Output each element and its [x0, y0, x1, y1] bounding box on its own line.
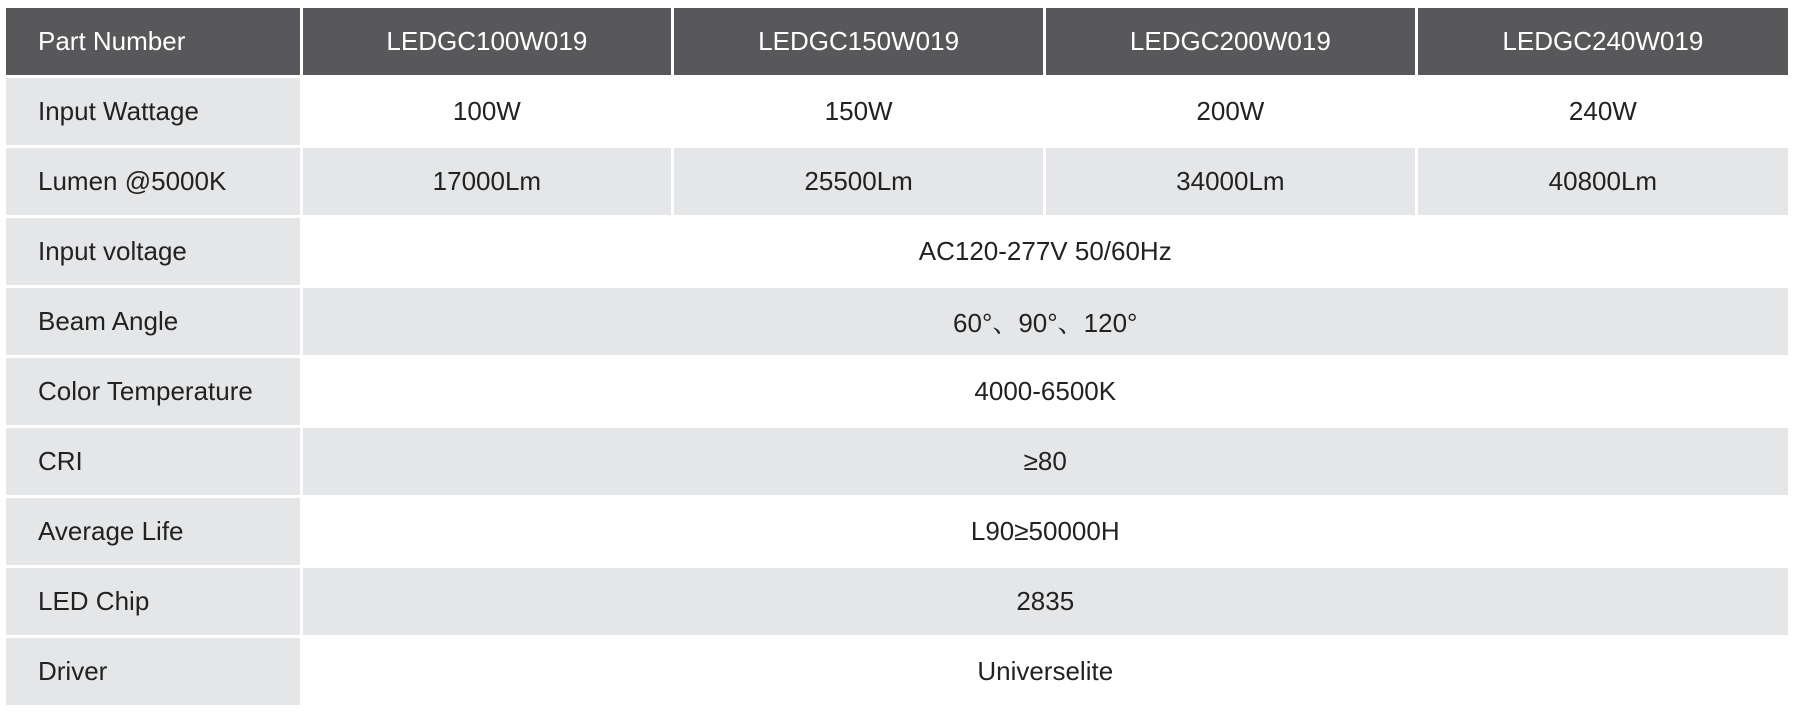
- row-label: CRI: [6, 427, 301, 497]
- row-label: Input voltage: [6, 217, 301, 287]
- row-value: 240W: [1416, 77, 1788, 147]
- row-value: 100W: [301, 77, 673, 147]
- model-header-1: LEDGC100W019: [301, 8, 673, 77]
- row-label: Driver: [6, 637, 301, 707]
- table-row-cri: [6, 427, 1788, 497]
- table-row-driver: [6, 637, 1788, 707]
- row-value: 60°、90°、120°: [301, 287, 1788, 357]
- table-row-lumen: [6, 147, 1788, 217]
- row-value: 4000-6500K: [301, 357, 1788, 427]
- row-label: Input Wattage: [6, 77, 301, 147]
- row-label: Color Temperature: [6, 357, 301, 427]
- row-value: 25500Lm: [673, 147, 1045, 217]
- table-row-led-chip: [6, 567, 1788, 637]
- row-value: 150W: [673, 77, 1045, 147]
- table-row-input-wattage: [6, 77, 1788, 147]
- table-row-beam-angle: [6, 287, 1788, 357]
- row-label: Beam Angle: [6, 287, 301, 357]
- model-header-3: LEDGC200W019: [1045, 8, 1417, 77]
- header-label: Part Number: [6, 8, 301, 77]
- row-label: Lumen @5000K: [6, 147, 301, 217]
- model-header-2: LEDGC150W019: [673, 8, 1045, 77]
- row-value: 34000Lm: [1045, 147, 1417, 217]
- row-label: Average Life: [6, 497, 301, 567]
- table-row-average-life: [6, 497, 1788, 567]
- table-row-input-voltage: [6, 217, 1788, 287]
- row-value: ≥80: [301, 427, 1788, 497]
- row-value: 17000Lm: [301, 147, 673, 217]
- row-label: LED Chip: [6, 567, 301, 637]
- row-value: L90≥50000H: [301, 497, 1788, 567]
- header-row: [6, 8, 1788, 77]
- row-value: 200W: [1045, 77, 1417, 147]
- row-value: 2835: [301, 567, 1788, 637]
- table-row-color-temperature: [6, 357, 1788, 427]
- spec-table: [6, 8, 1788, 708]
- row-value: AC120-277V 50/60Hz: [301, 217, 1788, 287]
- row-value: Universelite: [301, 637, 1788, 707]
- model-header-4: LEDGC240W019: [1416, 8, 1788, 77]
- row-value: 40800Lm: [1416, 147, 1788, 217]
